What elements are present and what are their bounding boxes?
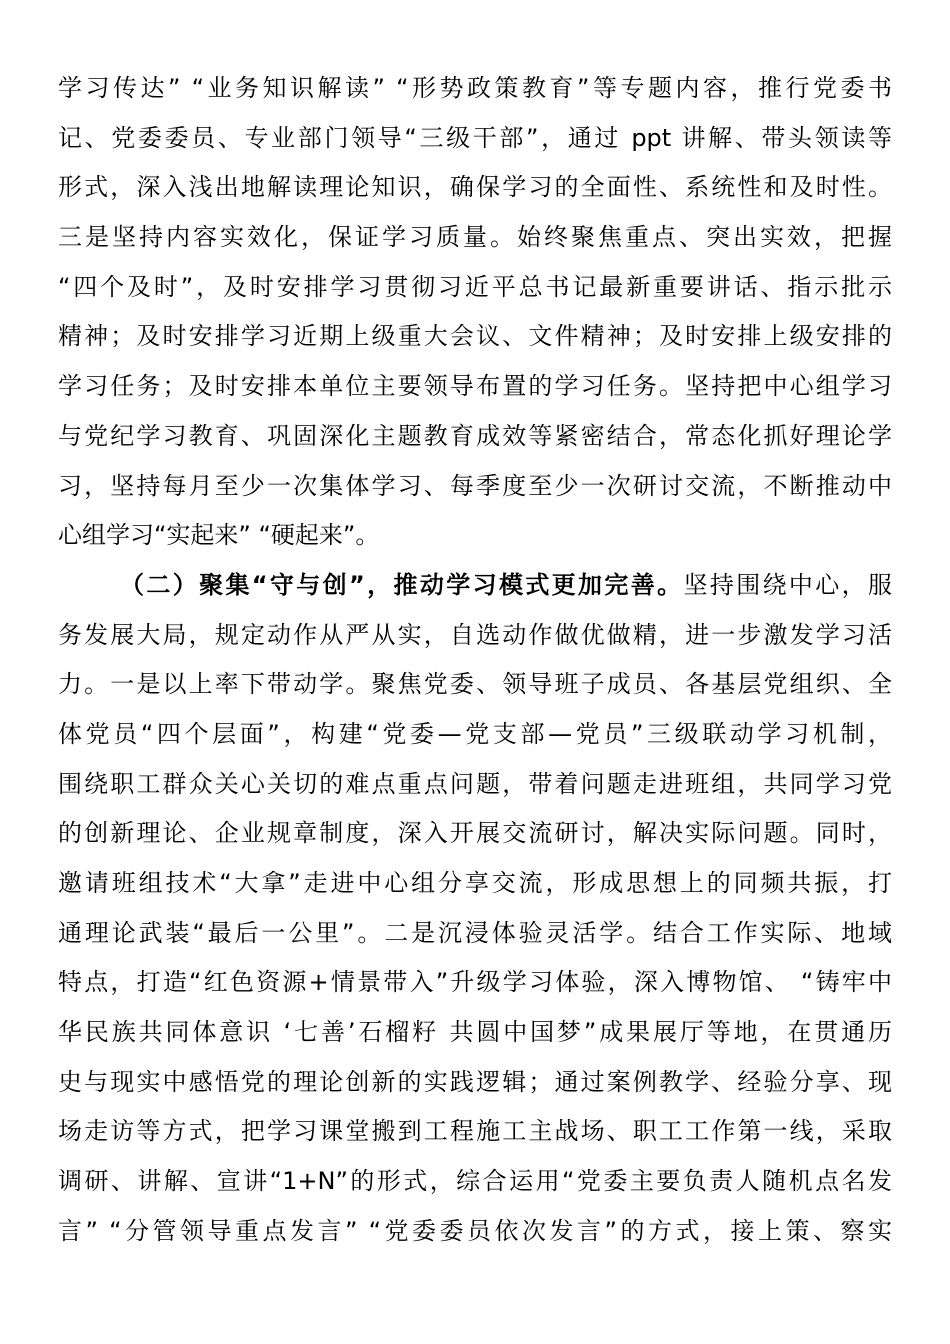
text-line: 华民族共同体意识 ‘七善’石榴籽 共圆中国梦”成果展厅等地，在贯通历 (58, 1018, 892, 1047)
document-page (58, 64, 892, 1257)
text-line: 的创新理论、企业规章制度，深入开展交流研讨，解决实际问题。同时， (58, 819, 892, 848)
text-line: 学习任务；及时安排本单位主要领导布置的学习任务。坚持把中心组学习 (58, 372, 892, 401)
text-line: 精神；及时安排学习近期上级重大会议、文件精神；及时安排上级安排的 (58, 322, 892, 351)
text-line: “四个及时”，及时安排学习贯彻习近平总书记最新重要讲话、指示批示 (58, 272, 892, 301)
text-line: 心组学习“实起来” “硬起来”。 (58, 521, 380, 550)
text-line: 通理论武装“最后一公里”。二是沉浸体验灵活学。结合工作实际、地域 (58, 918, 892, 947)
text-line: 特点，打造“红色资源+情景带入”升级学习体验，深入博物馆、 “铸牢中 (58, 968, 892, 997)
text-line: 围绕职工群众关心关切的难点重点问题，带着问题走进班组，共同学习党 (58, 769, 892, 798)
text-line: 调研、讲解、宣讲“1+N”的形式，综合运用“党委主要负责人随机点名发 (58, 1167, 892, 1196)
text-line: 与党纪学习教育、巩固深化主题教育成效等紧密结合，常态化抓好理论学 (58, 421, 892, 450)
text-line: 邀请班组技术“大拿”走进中心组分享交流，形成思想上的同频共振，打 (58, 869, 892, 897)
text-line: 三是坚持内容实效化，保证学习质量。始终聚焦重点、突出实效，把握 (58, 223, 892, 252)
paragraph-1 (58, 64, 892, 561)
text-line: 场走访等方式，把学习课堂搬到工程施工主战场、职工工作第一线，采取 (58, 1117, 892, 1146)
text-line: 务发展大局，规定动作从严从实，自选动作做优做精，进一步激发学习活 (58, 620, 892, 649)
text-line: 体党员“四个层面”，构建“党委—党支部—党员”三级联动学习机制， (58, 719, 892, 748)
text-line: 记、党委委员、专业部门领导“三级干部”，通过 ppt 讲解、带头领读等 (58, 123, 892, 152)
text-line: 学习传达” “业务知识解读” “形势政策教育”等专题内容，推行党委书 (58, 74, 892, 102)
section-heading: （二）聚集“守与创”，推动学习模式更加完善。 (120, 570, 684, 599)
text-run: 坚持围绕中心，服 (683, 570, 893, 599)
text-line: 习，坚持每月至少一次集体学习、每季度至少一次研讨交流，不断推动中 (58, 471, 892, 500)
text-line: 形式，深入浅出地解读理论知识，确保学习的全面性、系统性和及时性。 (58, 173, 892, 202)
text-line: 力。一是以上率下带动学。聚焦党委、领导班子成员、各基层党组织、全 (58, 670, 892, 699)
paragraph-2 (58, 561, 892, 1257)
section-heading-line (58, 561, 892, 611)
text-line: 言” “分管领导重点发言” “党委委员依次发言”的方式，接上策、察实 (58, 1216, 892, 1245)
text-line: 史与现实中感悟党的理论创新的实践逻辑；通过案例教学、经验分享、现 (58, 1067, 892, 1096)
